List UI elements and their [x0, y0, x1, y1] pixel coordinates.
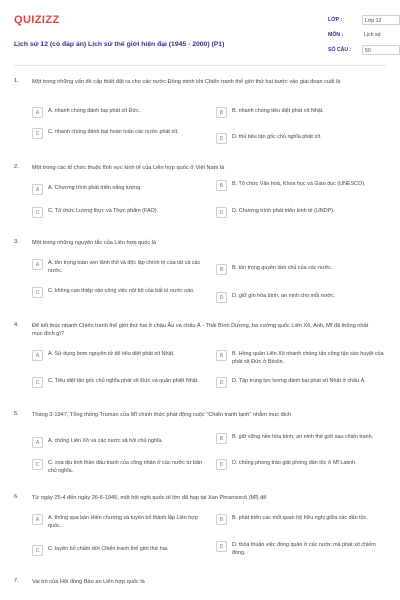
- option-letter: A: [32, 514, 43, 525]
- option-text: D. thỏa thuận việc đóng quân ở các nước mà phát xít chiếm đóng.: [232, 542, 376, 557]
- question-text: Một trong những nguyên tắc của Liên hợp quốc là: [32, 240, 157, 246]
- question-text: Tháng 3-1947, Tổng thống Truman của Mĩ chính thức phát động cuộc "Chiến tranh lạnh" nhằm mục đích: [32, 412, 292, 418]
- option-letter: A: [32, 259, 43, 270]
- option-text: B. phát triển các mối quan hệ hữu nghị giữa các dân tộc.: [232, 515, 368, 521]
- option-letter: B: [216, 433, 227, 444]
- option-text: D. giữ gìn hòa bình, an ninh cho mỗi nước.: [232, 293, 336, 299]
- meta-key: LỚP :: [328, 17, 343, 23]
- meta-value: Lớp 12: [362, 15, 400, 25]
- option-letter: D: [216, 541, 227, 552]
- option-text: B. Hồng quân Liên Xô nhanh chóng tấn công tận sào huyệt của phát xít Đức ở Béclin.: [232, 351, 384, 366]
- option-text: D. Chương trình phát triển kinh tế (UNDP).: [232, 208, 335, 214]
- option-letter: B: [216, 180, 227, 191]
- option-text: C. nhanh chóng đánh bại hoàn toàn các nước phát xít.: [48, 129, 179, 135]
- question-text: Một trong các tổ chức thuộc lĩnh vực kinh tế của Liên hợp quốc ở Việt Nam là: [32, 165, 225, 171]
- question-text: Một trong những vấn đề cấp thiết đặt ra cho các nước Đồng minh khi Chiến tranh thế giới thứ hai bước vào giai đoạn cuối là: [32, 79, 341, 85]
- option-letter: B: [216, 264, 227, 275]
- meta-key: MÔN :: [328, 32, 344, 38]
- document-title: Lịch sử 12 (có đáp án) Lịch sử thế giới hiện đại (1945 - 2000) (P1): [14, 41, 225, 48]
- document-header: [14, 10, 386, 60]
- option-text: B. tôn trọng quyền làm chủ của các nước.: [232, 265, 333, 271]
- option-text: C. xoa dịu tinh thần đấu tranh của công nhân ở các nước tư bản chủ nghĩa.: [48, 460, 202, 475]
- meta-value: Lịch sử: [364, 32, 382, 38]
- option-letter: A: [32, 184, 43, 195]
- question-number: 5.: [14, 411, 19, 417]
- question-number: 2.: [14, 164, 19, 170]
- option-text: A. Chương trình phát triển năng lượng.: [48, 185, 142, 191]
- question-number: 7.: [14, 578, 19, 584]
- question-text: Từ ngày 25-4 đến ngày 26-6-1945, một hội nghị quốc tế lớn đã họp tại Xan Phranxixcô (Mĩ) để: [32, 495, 267, 501]
- option-text: A. Sử dụng bom nguyên tử để tiêu diệt phát xít Nhật.: [48, 351, 175, 357]
- option-text: B. Tổ chức Văn hoá, Khoa học và Giáo dục (UNESCO).: [232, 181, 366, 187]
- question-text: Để kết thúc nhanh Chiến tranh thế giới thứ hai ở châu Âu và châu Á - Thái Bình Dương, ba cường quốc Liên Xô, Anh, Mĩ đã thống nhất mục đích gì?: [32, 323, 369, 338]
- option-text: C. không can thiệp vào công việc nội bộ của bất kì nước nào.: [48, 288, 195, 294]
- option-letter: B: [216, 107, 227, 118]
- option-text: C. Tổ chức Lương thực và Thực phẩm (FAO).: [48, 208, 159, 214]
- option-letter: A: [32, 350, 43, 361]
- option-letter: C: [32, 207, 43, 218]
- meta-grade: [328, 15, 388, 30]
- question-number: 6.: [14, 494, 19, 500]
- meta-value: 50: [362, 45, 400, 55]
- option-text: A. tôn trọng toàn vẹn lãnh thổ và độc lập chính trị của tất cả các nước.: [48, 260, 201, 275]
- option-letter: D: [216, 207, 227, 218]
- option-letter: B: [216, 350, 227, 361]
- meta-subject: [328, 30, 388, 45]
- option-letter: C: [32, 459, 43, 470]
- meta-info: [328, 15, 388, 60]
- option-text: B. nhanh chóng tiêu diệt phát xít Nhật.: [232, 108, 324, 114]
- option-letter: D: [216, 133, 227, 144]
- option-text: D. thủ tiêu tận gốc chủ nghĩa phát xít.: [232, 134, 322, 140]
- option-letter: B: [216, 514, 227, 525]
- option-letter: D: [216, 292, 227, 303]
- option-letter: C: [32, 287, 43, 298]
- question-number: 3.: [14, 239, 19, 245]
- option-letter: C: [32, 128, 43, 139]
- option-letter: D: [216, 459, 227, 470]
- question-text: Vai trò của Hội đồng Bảo an Liên hợp quốc là: [32, 579, 145, 585]
- option-text: D. Tập trung lực lượng đánh bại phát xít Nhật ở châu Á.: [232, 378, 366, 384]
- option-letter: A: [32, 437, 43, 448]
- meta-key: SỐ CÂU :: [328, 47, 352, 53]
- option-text: A. thông qua bản Hiến chương và tuyên bố thành lập Liên hợp quốc.: [48, 515, 198, 530]
- quizizz-logo: QUIZIZZ: [14, 14, 60, 26]
- option-letter: C: [32, 545, 43, 556]
- question-number: 1.: [14, 78, 19, 84]
- meta-question-count: [328, 45, 388, 60]
- option-text: B. giữ vững nền hòa bình, an ninh thế giới sau chiến tranh.: [232, 434, 374, 440]
- option-text: D. chống phong trào giải phóng dân tộc ở Mĩ Latinh.: [232, 460, 357, 466]
- option-text: C. tuyên bố chấm dứt Chiến tranh thế giới thứ hai.: [48, 546, 169, 552]
- header-divider: [14, 65, 386, 66]
- question-number: 4.: [14, 322, 19, 328]
- option-text: A. nhanh chóng đánh bại phát xít Đức.: [48, 108, 141, 114]
- option-text: A. chống Liên Xô và các nước xã hội chủ nghĩa.: [48, 438, 164, 444]
- option-letter: A: [32, 107, 43, 118]
- option-text: C. Tiêu diệt tận gốc chủ nghĩa phát xít Đức và quân phiệt Nhật.: [48, 378, 199, 384]
- option-letter: C: [32, 377, 43, 388]
- option-letter: D: [216, 377, 227, 388]
